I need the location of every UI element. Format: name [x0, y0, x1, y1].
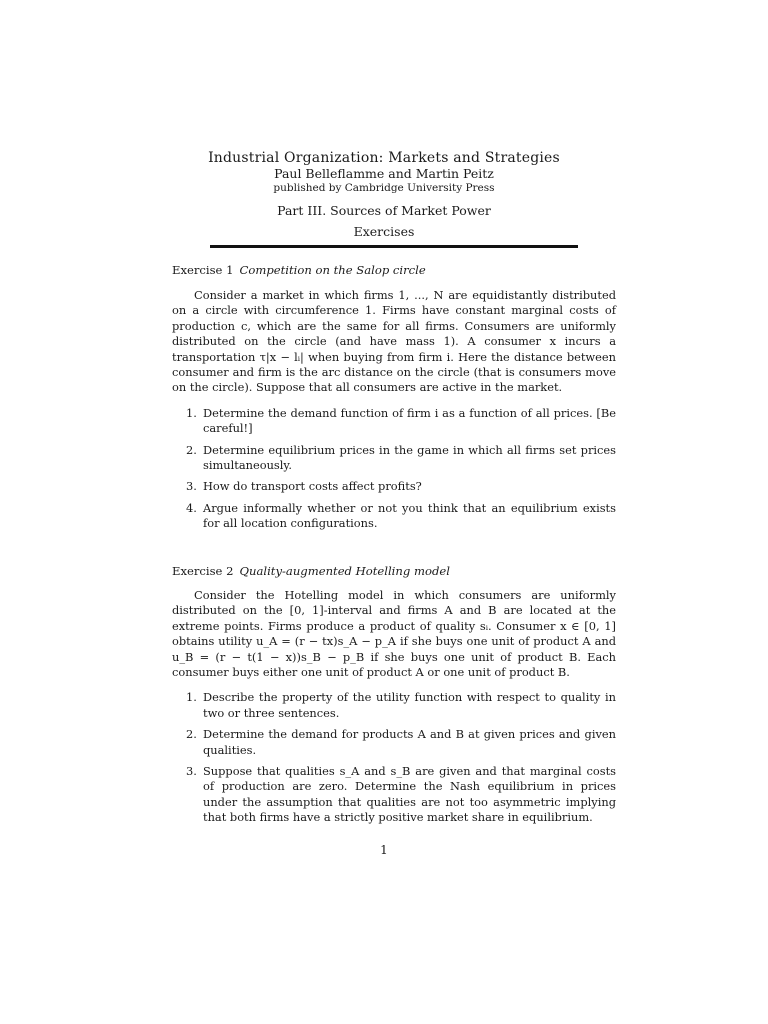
section-heading: Exercises — [353, 224, 415, 239]
exercise-2-question-2: 2. Determine the demand for products A and B at given prices and given qualities. — [186, 727, 616, 757]
book-authors: Paul Belleflamme and Martin Peitz — [274, 166, 494, 181]
exercise-1-label: Exercise 1 — [172, 263, 234, 277]
exercise-2-heading — [172, 564, 450, 578]
exercise-1-question-1: 1. Determine the demand function of firm i as a function of all prices. [Be careful!] — [186, 405, 616, 436]
exercise-2-questions — [172, 690, 616, 825]
book-title: Industrial Organization: Markets and Strategies — [208, 150, 560, 166]
exercise-1-question-4: 4. Argue informally whether or not you think that an equilibrium exists for all location configurations. — [186, 500, 616, 531]
exercise-1-question-3: 3. How do transport costs affect profits? — [186, 479, 422, 494]
exercise-2-question-3: 3. Suppose that qualities s_A and s_B are given and that marginal costs of production are zero. Determine the Nash equilibrium in prices under the assumption that qualities are not too asymmetric implying that both firms have a strictly positive market share in equilibrium. — [186, 764, 616, 825]
exercise-1-question-2: 2. Determine equilibrium prices in the game in which all firms set prices simultaneously. — [186, 442, 616, 473]
exercise-1-body — [172, 288, 616, 538]
exercise-1-title: Competition on the Salop circle — [239, 263, 426, 277]
exercise-1-questions — [172, 406, 616, 532]
exercise-1-paragraph: Consider a market in which firms 1, ..., N are equidistantly distributed on a circle with circumference 1. Firms have constant marginal costs of production c, which are the same for all firms. Consumers are uniformly distributed on the circle (and have mass 1). A consumer x incurs a transportation τ|x − lᵢ| when buying from firm i. Here the distance between consumer and firm is the arc distance on the circle (that is consumers move on the circle). Suppose that all consumers are active in the market. — [172, 288, 616, 395]
book-publisher: published by Cambridge University Press — [273, 182, 495, 194]
exercise-1-heading — [172, 263, 426, 277]
exercise-2-paragraph: Consider the Hotelling model in which consumers are uniformly distributed on the [0, 1]-interval and firms A and B are located at the extreme points. Firms produce a product of quality sᵢ. Consumer x ∈ [0, 1] obtains utility u_A = (r − tx)s_A − p_A if she buys one unit of product A and u_B = (r − t(1 − x))s_B − p_B if she buys one unit of product B. Each consumer buys either one unit of product A or one unit of product B. — [172, 588, 616, 680]
page-number: 1 — [380, 843, 388, 857]
exercise-2-title: Quality-augmented Hotelling model — [239, 564, 450, 578]
exercise-2-body — [172, 588, 616, 832]
title-rule — [210, 245, 578, 248]
exercise-2-label: Exercise 2 — [172, 564, 234, 578]
part-heading: Part III. Sources of Market Power — [277, 203, 491, 218]
exercise-2-question-1: 1. Describe the property of the utility function with respect to quality in two or three sentences. — [186, 690, 616, 720]
